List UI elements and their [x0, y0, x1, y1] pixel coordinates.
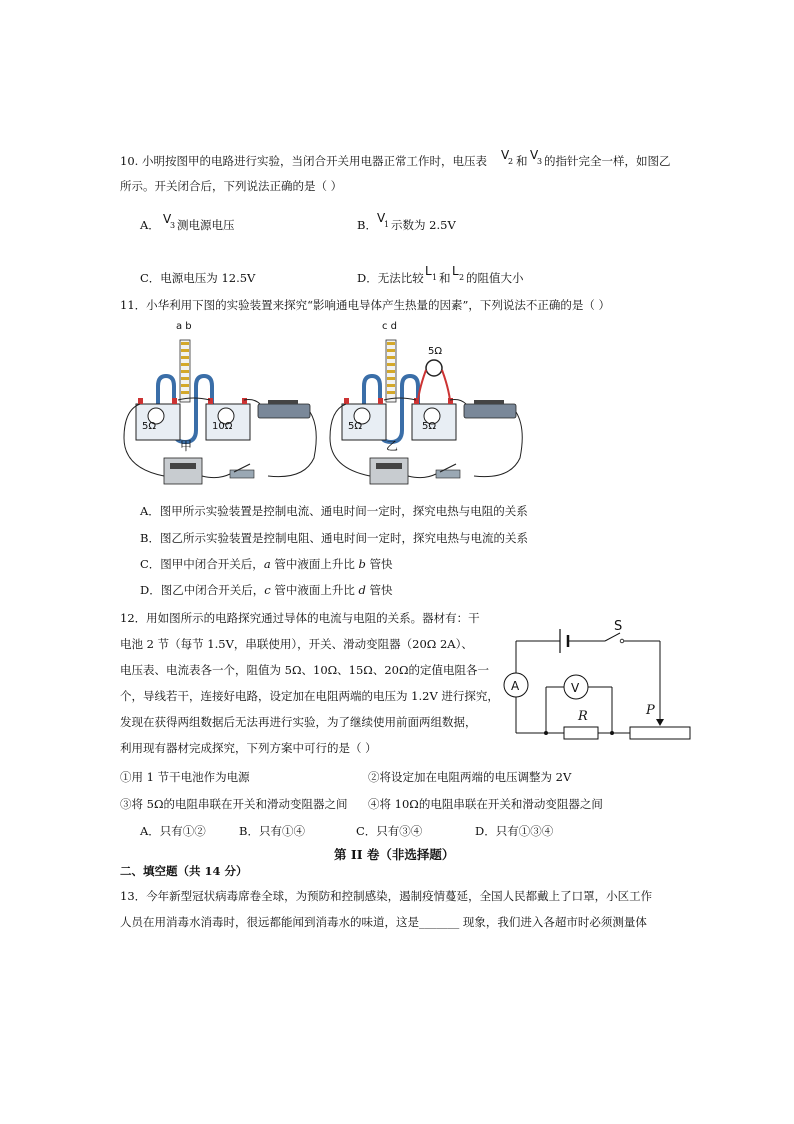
- q10-stem-line1: 10. 小明按图甲的电路进行实验，当闭合开关用电器正常工作时，电压表: [120, 154, 487, 168]
- figure-jia-caption: 甲: [180, 439, 193, 453]
- l1-subscript: 1: [432, 273, 438, 282]
- figure-jia-apparatus: [118, 318, 318, 488]
- q10-option-a-text: 测电源电压: [177, 218, 235, 232]
- v3-subscript: 3: [170, 221, 176, 230]
- resistor-5-ohm-label: 5Ω: [142, 421, 157, 432]
- tube-c: c: [264, 583, 271, 597]
- voltmeter-label: V: [571, 681, 580, 695]
- q10-stem-line1b: 的指针完全一样，如图乙: [544, 154, 671, 168]
- resistor-label: R: [578, 709, 588, 724]
- l2-symbol: L: [452, 264, 459, 278]
- q12-stem-line4: 个，导线若干，连接好电路，设定加在电阻两端的电压为 1.2V 进行探究，: [120, 689, 499, 703]
- q12-item-3: ③将 5Ω的电阻串联在开关和滑动变阻器之间: [120, 797, 348, 811]
- resistor-top-5-ohm-label: 5Ω: [428, 346, 443, 357]
- resistor-left-5-ohm-label: 5Ω: [348, 421, 363, 432]
- q13-line1: 13．今年新型冠状病毒席卷全球，为预防和控制感染，遏制疫情蔓延，全国人民都戴上了口罩，小区工作: [120, 889, 653, 903]
- q12-option-d: D．只有①③④: [475, 824, 554, 838]
- q10-option-c: C．电源电压为 12.5V: [140, 271, 256, 285]
- v1-subscript: 1: [384, 220, 390, 229]
- q12-stem-line2: 电池 2 节（每节 1.5V，串联使用），开关、滑动变阻器（20Ω 2A）、: [120, 637, 473, 651]
- part-two-title: 第 II 卷（非选择题）: [334, 847, 455, 862]
- q13-line2: 人员在用消毒水消毒时，很远都能闻到消毒水的味道，这是_______ 现象，我们进入各超市时必须测量体: [120, 915, 647, 929]
- resistor-10-ohm-label: 10Ω: [212, 421, 233, 432]
- ammeter-label: A: [511, 679, 520, 693]
- q12-option-a: A．只有①②: [140, 824, 206, 838]
- q11-option-b: B．图乙所示实验装置是控制电阻、通电时间一定时，探究电热与电流的关系: [140, 531, 528, 545]
- q12-option-b: B．只有①④: [239, 824, 305, 838]
- q10-option-b-text: 示数为 2.5V: [391, 218, 456, 232]
- q11-option-d-tail: 管快: [365, 583, 393, 597]
- q10-and: 和: [516, 154, 528, 168]
- v2-subscript: 2: [508, 157, 514, 166]
- v1-symbol: V: [377, 211, 386, 225]
- q12-stem-line1: 12．用如图所示的电路探究通过导体的电流与电阻的关系。器材有：干: [120, 611, 480, 625]
- tube-label-cd: c d: [382, 321, 398, 332]
- q11-option-d-mid: 管中液面上升比: [270, 583, 359, 597]
- resistor-right-5-ohm-label: 5Ω: [422, 421, 437, 432]
- v3-subscript: 3: [537, 157, 543, 166]
- tube-label-ab: a b: [176, 321, 192, 332]
- tube-d: d: [358, 583, 366, 597]
- tube-b: b: [358, 557, 366, 571]
- q12-option-c: C．只有③④: [356, 824, 423, 838]
- q12-item-4: ④将 10Ω的电阻串联在开关和滑动变阻器之间: [368, 797, 603, 811]
- q12-item-1: ①用 1 节干电池作为电源: [120, 770, 250, 784]
- tube-a: a: [263, 557, 271, 571]
- q12-stem-line5: 发现在获得两组数据后无法再进行实验，为了继续使用前面两组数据，: [120, 715, 477, 729]
- q10-option-b-label: B．: [357, 218, 377, 232]
- q10-stem-line2: 所示。开关闭合后，下列说法正确的是（ ）: [120, 179, 343, 193]
- l2-subscript: 2: [459, 273, 465, 282]
- q10-option-d-tail: 的阻值大小: [466, 271, 524, 285]
- q10-option-a-label: A．: [140, 218, 160, 232]
- q11-stem: 11．小华利用下图的实验装置来探究“影响通电导体产生热量的因素”，下列说法不正确的是（ ）: [120, 298, 611, 312]
- q10-option-d-text: D．无法比较: [357, 271, 424, 285]
- q10-and2: 和: [439, 271, 451, 285]
- q11-option-c-tail: 管快: [365, 557, 393, 571]
- q11-option-a: A．图甲所示实验装置是控制电流、通电时间一定时，探究电热与电阻的关系: [140, 504, 528, 518]
- q11-option-d-text: D．图乙中闭合开关后，: [140, 583, 265, 597]
- v2-symbol: V: [501, 148, 510, 162]
- q12-stem-line6: 利用现有器材完成探究，下列方案中可行的是（ ）: [120, 741, 377, 755]
- q12-item-2: ②将设定加在电阻两端的电压调整为 2V: [368, 770, 572, 784]
- l1-symbol: L: [425, 264, 432, 278]
- q12-stem-line3: 电压表、电流表各一个，阻值为 5Ω、10Ω、15Ω、20Ω的定值电阻各一: [120, 663, 490, 677]
- figure-yi-caption: 乙: [386, 439, 399, 453]
- switch-label: S: [614, 619, 623, 634]
- q11-option-c-text: C．图甲中闭合开关后，: [140, 557, 264, 571]
- v3-symbol: V: [530, 148, 539, 162]
- q11-option-c: [140, 559, 393, 571]
- q11-option-d: [140, 585, 393, 597]
- section-two-title: 二、填空题（共 14 分）: [120, 864, 248, 878]
- q12-circuit-diagram: [500, 615, 680, 745]
- q11-option-c-mid: 管中液面上升比: [270, 557, 359, 571]
- slider-label: P: [646, 703, 655, 718]
- figure-yi-apparatus: [324, 318, 524, 488]
- v3-symbol: V: [163, 212, 172, 226]
